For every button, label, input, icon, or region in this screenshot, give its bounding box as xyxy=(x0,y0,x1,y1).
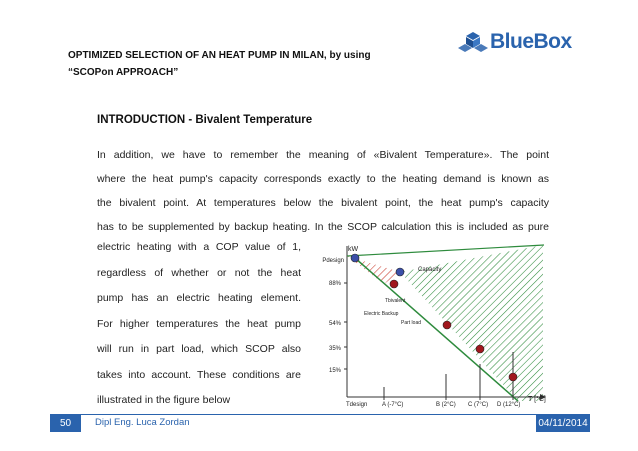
footer-bar xyxy=(50,414,590,432)
y-tick-label: 15% xyxy=(328,368,341,374)
y-tick-label: 54% xyxy=(328,321,341,327)
x-tick-label: A (-7°C) xyxy=(382,402,404,408)
logo-wordmark: BlueBox xyxy=(490,30,572,53)
bluebox-logo xyxy=(458,31,608,55)
paragraph-line: where the heat pump's capacity corresponds exactly to the heating demand is known as xyxy=(97,173,549,185)
left-line: takes into account. These conditions are xyxy=(97,368,301,381)
bivalent-chart xyxy=(308,240,558,412)
y-axis-label: kW xyxy=(348,246,359,253)
y-tick-label: 88% xyxy=(328,281,341,287)
paragraph-line: has to be supplemented by backup heating. In the SCOP calculation this is included as pure xyxy=(97,221,549,233)
slide-title-line-2: “SCOPon APPROACH” xyxy=(68,67,179,78)
point-c xyxy=(476,345,484,353)
page-number: 50 xyxy=(50,415,81,432)
left-line: regardless of whether or not the heat xyxy=(97,266,301,279)
y-tick-label: Pdesign xyxy=(322,258,344,264)
x-tick-label: C (7°C) xyxy=(468,402,489,408)
intro-paragraph xyxy=(97,143,549,239)
y-tick-label: 35% xyxy=(328,346,341,352)
paragraph-line: the bivalent point. At temperatures below the bivalent point, the heat pump's capacity xyxy=(97,197,549,209)
x-tick-label: B (2°C) xyxy=(436,402,456,408)
section-heading: INTRODUCTION - Bivalent Temperature xyxy=(97,114,313,126)
point-d xyxy=(509,373,517,381)
left-line: illustrated in the figure below xyxy=(97,394,231,406)
bivalent-point xyxy=(396,268,404,276)
pdesign-point xyxy=(351,254,359,262)
x-tick-label: Tdesign xyxy=(346,402,368,408)
part-load-label: Part load xyxy=(401,320,422,326)
x-axis-label: T [°C] xyxy=(528,396,546,403)
left-line: For higher temperatures the heat pump xyxy=(97,317,301,330)
left-line: pump has an electric heating element. xyxy=(97,292,301,304)
x-tick-label: D (12°C) xyxy=(497,402,521,408)
footer-author: Dipl Eng. Luca Zordan xyxy=(95,417,190,428)
slide-title-line-1: OPTIMIZED SELECTION OF AN HEAT PUMP IN MILAN, by using xyxy=(68,50,371,61)
electric-backup-text: Electric Backup xyxy=(364,311,399,317)
point-a xyxy=(390,280,398,288)
left-line: electric heating with a COP value of 1, xyxy=(97,241,301,253)
electric-backup-label xyxy=(364,311,399,317)
point-b xyxy=(443,321,451,329)
tbivalent-label: Tbivalent xyxy=(385,298,406,304)
footer-date: 04/11/2014 xyxy=(536,415,590,432)
paragraph-line: In addition, we have to remember the meaning of «Bivalent Temperature». The point xyxy=(97,149,549,161)
capacity-label: Capacity xyxy=(418,267,442,273)
left-line: will run in part load, which SCOP also xyxy=(97,343,301,355)
bluebox-cubes-icon xyxy=(458,31,488,57)
left-column-text xyxy=(97,235,301,414)
slide-title xyxy=(68,47,428,81)
